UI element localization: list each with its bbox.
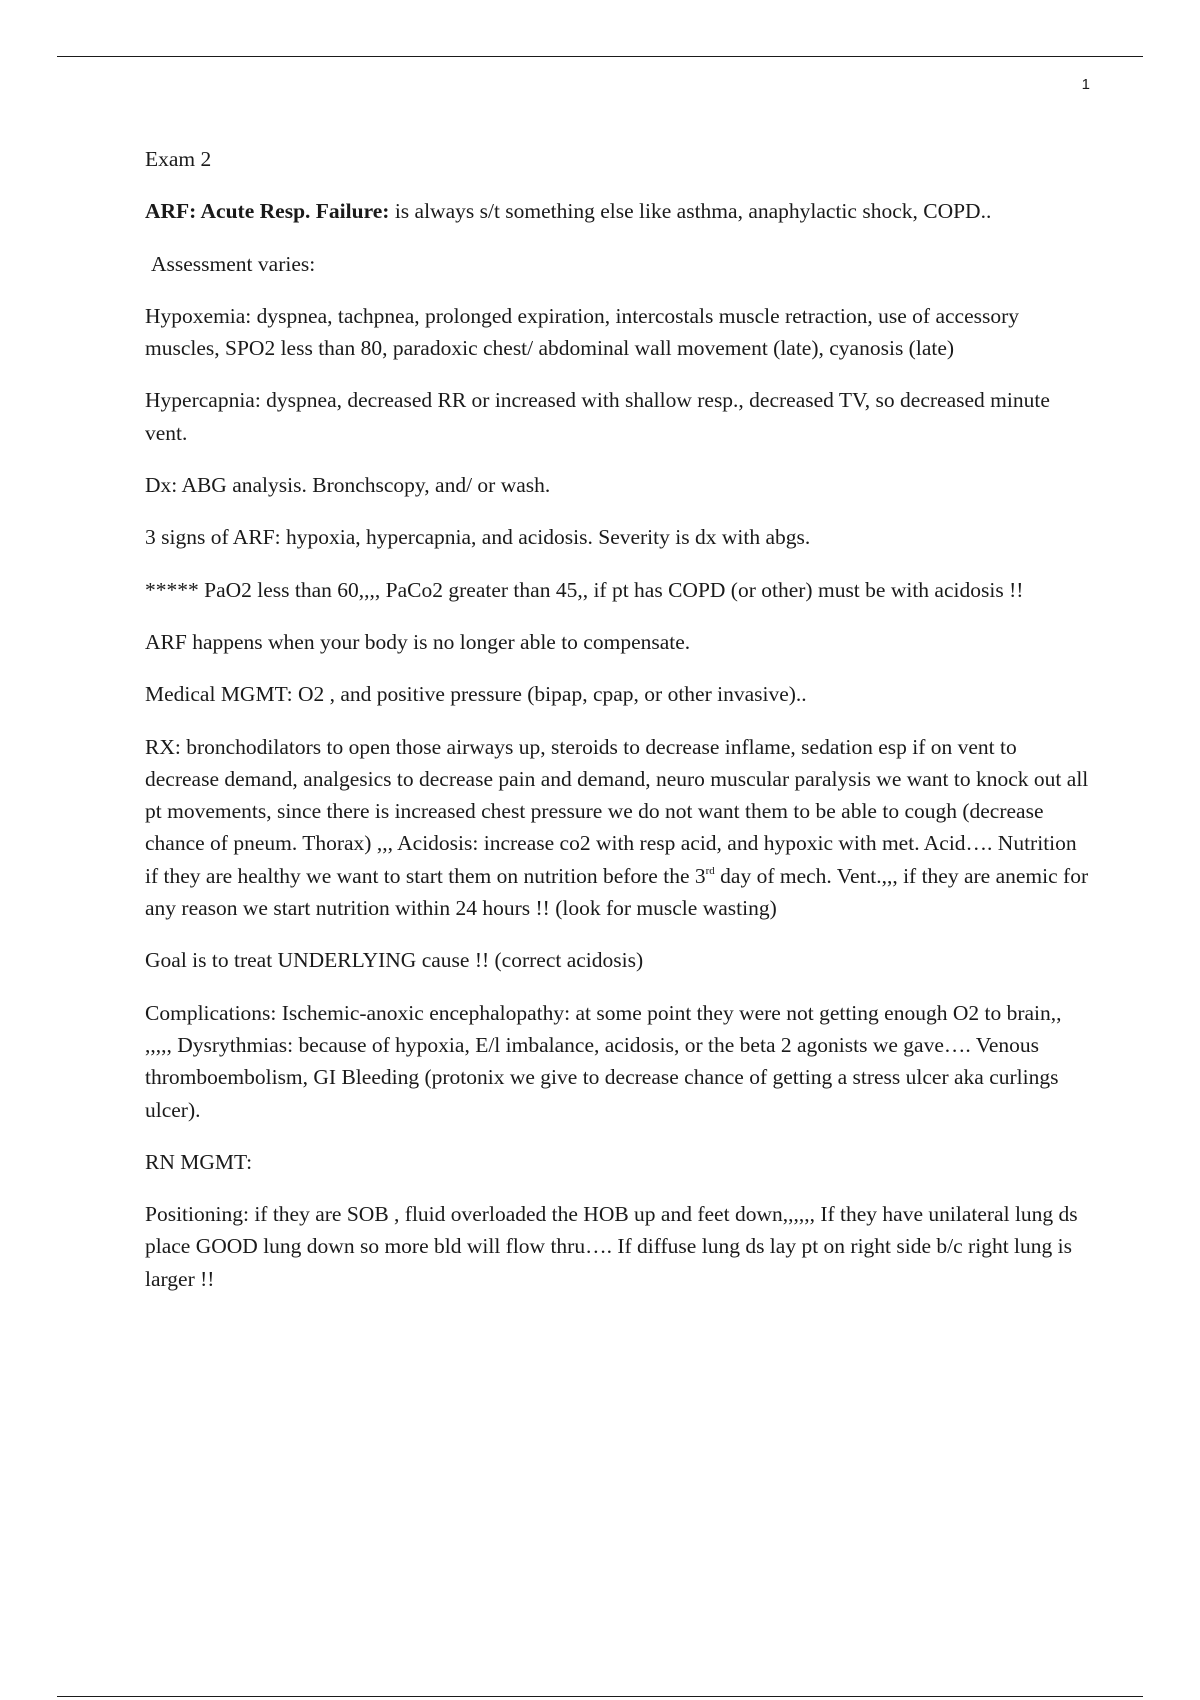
arf-term: ARF: Acute Resp. Failure: <box>145 199 390 224</box>
assessment-heading: Assessment varies: <box>151 251 316 276</box>
header-rule <box>57 56 1143 57</box>
arf-text: is always s/t something else like asthma, anaphylactic shock, COPD.. <box>389 199 992 224</box>
rx-paragraph <box>145 731 1090 925</box>
page-number: 1 <box>1081 76 1090 93</box>
footer-rule <box>57 1696 1143 1697</box>
hypoxemia-paragraph: Hypoxemia: dyspnea, tachpnea, prolonged expiration, intercostals muscle retraction, use of accessory muscles, SPO2 less than 80, paradoxic chest/ abdominal wall movement (late), cyanosis (late) <box>145 303 1020 361</box>
rn-mgmt-heading: RN MGMT: <box>145 1149 253 1174</box>
positioning-paragraph: Positioning: if they are SOB , fluid overloaded the HOB up and feet down,,,,,, If they have unilateral lung ds place GOOD lung down so more bld will flow thru…. If diffuse lung ds lay pt on right side b/c right lung is larger !! <box>145 1202 1078 1291</box>
signs-paragraph: 3 signs of ARF: hypoxia, hypercapnia, and acidosis. Severity is dx with abgs. <box>145 525 811 550</box>
medical-mgmt-paragraph: Medical MGMT: O2 , and positive pressure (bipap, cpap, or other invasive).. <box>145 682 807 707</box>
dx-paragraph: Dx: ABG analysis. Bronchscopy, and/ or wash. <box>145 473 551 498</box>
criteria-paragraph: ***** PaO2 less than 60,,,, PaCo2 greater than 45,, if pt has COPD (or other) must be with acidosis !! <box>145 577 1024 602</box>
rx-text-part2: day of mech. Vent.,,, if they are anemic for any reason we start nutrition within 24 hours !! (look for muscle wasting) <box>145 863 1089 921</box>
hypercapnia-paragraph: Hypercapnia: dyspnea, decreased RR or increased with shallow resp., decreased TV, so decreased minute vent. <box>145 388 1050 445</box>
document-body <box>145 143 1090 1315</box>
ordinal-superscript: rd <box>705 864 715 877</box>
compensate-paragraph: ARF happens when your body is no longer able to compensate. <box>145 629 691 654</box>
document-title: Exam 2 <box>145 147 212 171</box>
arf-definition <box>145 195 1090 227</box>
rx-text-part1: RX: bronchodilators to open those airways up, steroids to decrease inflame, sedation esp if on vent to decrease demand, analgesics to decrease pain and demand, neuro muscular paralysis we want to knock out all pt movements, since there is increased chest pressure we do not want them to be able to cough (decrease chance of pneum. Thorax) ,,, Acidosis: increase co2 with resp acid, and hypoxic with met. Acid…. Nutrition if they are healthy we want to start them on nutrition before the 3 <box>145 734 1089 888</box>
complications-paragraph: Complications: Ischemic-anoxic encephalopathy: at some point they were not getting enough O2 to brain,, ,,,,, Dysrythmias: because of hypoxia, E/l imbalance, acidosis, or the beta 2 agonists we gave…. Venous thromboembolism, GI Bleeding (protonix we give to decrease chance of getting a stress ulcer aka curlings ulcer). <box>145 1000 1062 1122</box>
goal-paragraph: Goal is to treat UNDERLYING cause !! (correct acidosis) <box>145 948 644 973</box>
